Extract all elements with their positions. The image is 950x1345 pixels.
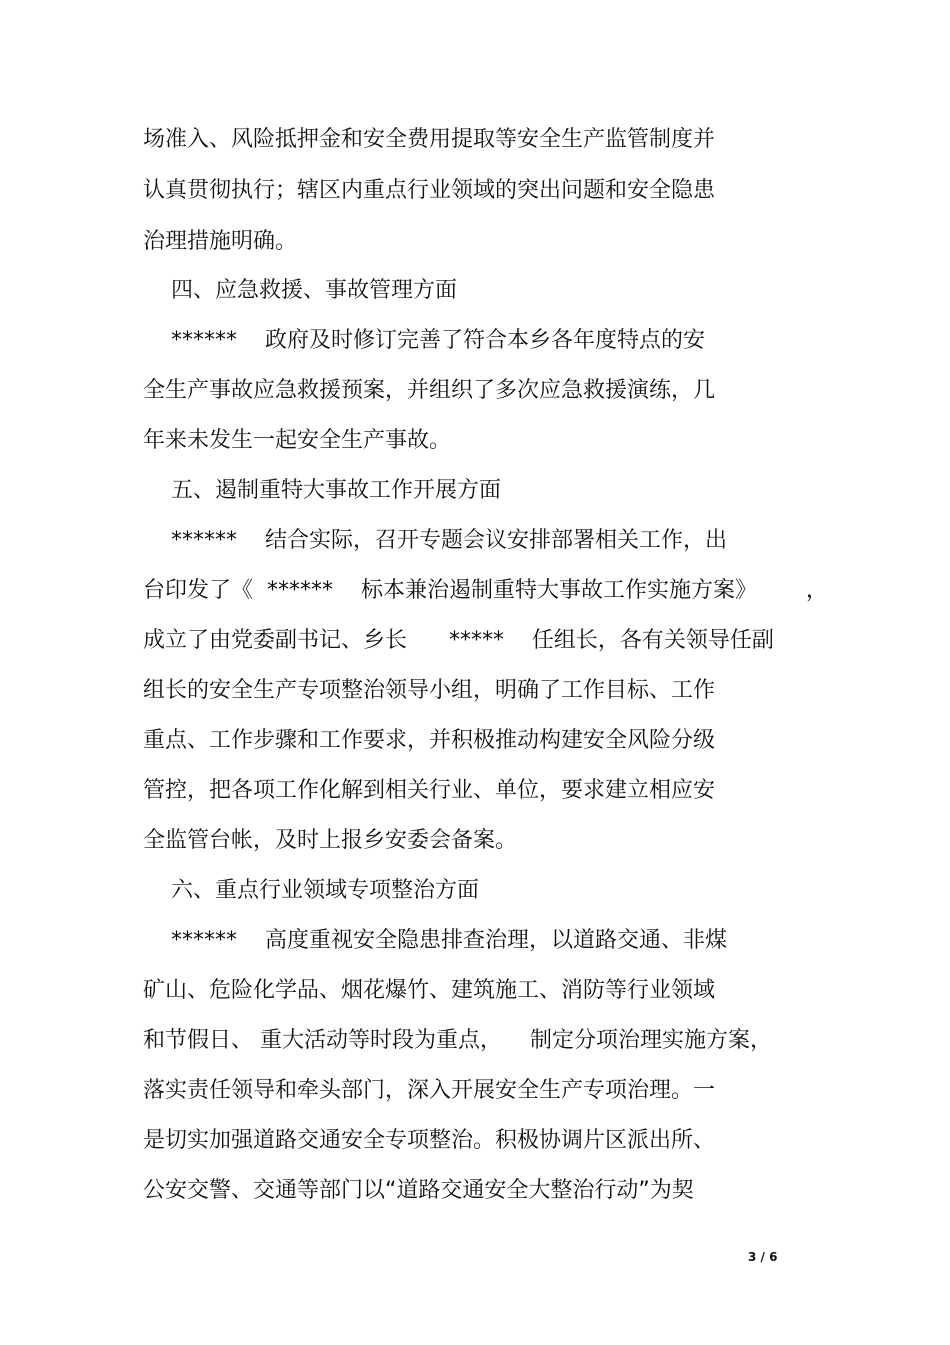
- text-line: 成立了由党委副书记、乡长 ***** 任组长，各有关领导任副: [143, 628, 774, 653]
- text-line: 是切实加强道路交通安全专项整治。积极协调片区派出所、: [143, 1128, 716, 1153]
- text-line: 管控，把各项工作化解到相关行业、单位，要求建立相应安: [143, 778, 716, 803]
- text-line: 公安交警、交通等部门以“道路交通安全大整治行动”为契: [143, 1178, 694, 1203]
- section-heading: 四、应急救援、事故管理方面: [143, 278, 457, 303]
- page-number: 3 / 6: [748, 1250, 778, 1264]
- text-line: 矿山、危险化学品、烟花爆竹、建筑施工、消防等行业领域: [143, 978, 716, 1003]
- text-line: 全监管台帐，及时上报乡安委会备案。: [143, 828, 518, 853]
- text-line: 全生产事故应急救援预案，并组织了多次应急救援演练，几: [143, 378, 716, 403]
- text-line: 台印发了《 ****** 标本兼治遏制重特大事故工作实施方案》 ，: [143, 578, 828, 603]
- text-line: ****** 高度重视安全隐患排查治理，以道路交通、非煤: [143, 928, 727, 953]
- section-heading: 五、遏制重特大事故工作开展方面: [143, 478, 501, 503]
- section-heading: 六、重点行业领域专项整治方面: [143, 878, 479, 903]
- text-line: 场准入、风险抵押金和安全费用提取等安全生产监管制度并: [143, 127, 716, 152]
- text-line: 认真贯彻执行；辖区内重点行业领域的突出问题和安全隐患: [143, 178, 716, 203]
- text-line: 落实责任领导和牵头部门，深入开展安全生产专项治理。一: [143, 1078, 716, 1103]
- text-line: ****** 政府及时修订完善了符合本乡各年度特点的安: [143, 328, 705, 353]
- text-line: ****** 结合实际，召开专题会议安排部署相关工作，出: [143, 528, 727, 553]
- text-line: 治理措施明确。: [143, 229, 298, 254]
- text-line: 和节假日、 重大活动等时段为重点， 制定分项治理实施方案，: [143, 1028, 772, 1053]
- text-line: 重点、工作步骤和工作要求，并积极推动构建安全风险分级: [143, 728, 716, 753]
- text-line: 组长的安全生产专项整治领导小组，明确了工作目标、工作: [143, 678, 716, 703]
- text-line: 年来未发生一起安全生产事故。: [143, 428, 452, 453]
